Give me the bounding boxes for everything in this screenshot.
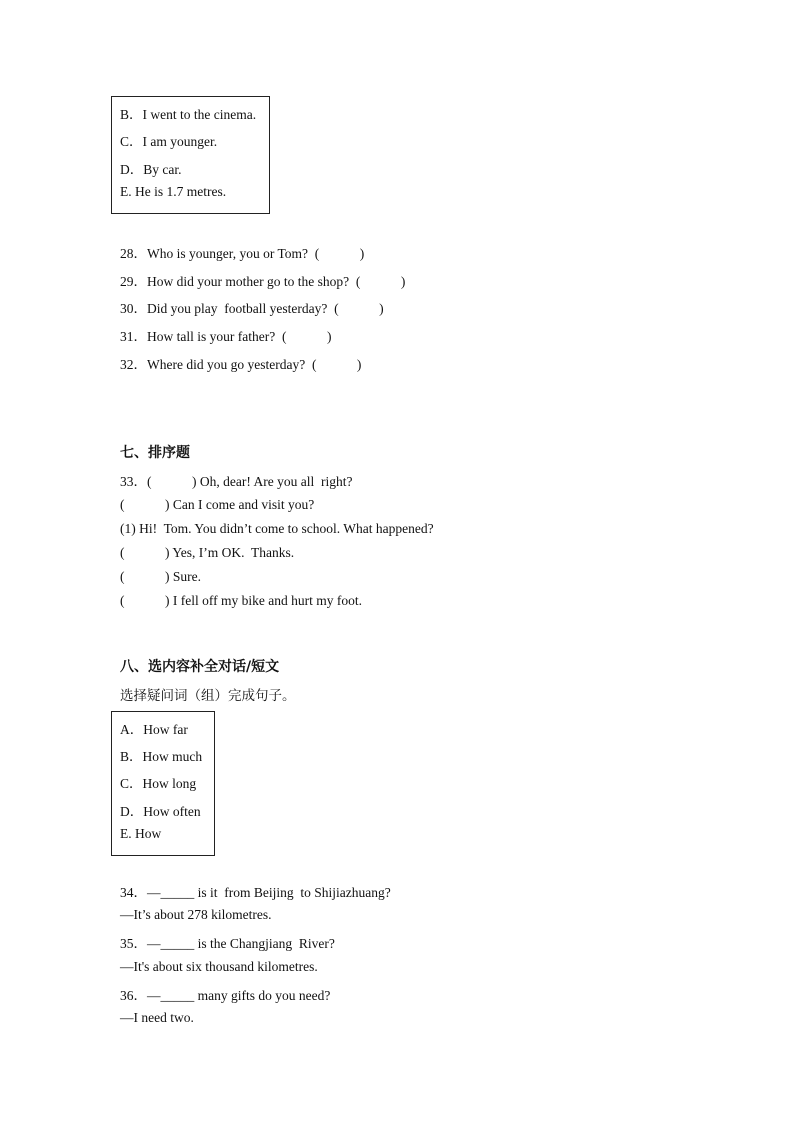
question-32: 32．Where did you go yesterday? ( ) [120, 357, 362, 372]
option-c: C．I am younger. [120, 134, 218, 149]
answer-options-box [111, 96, 270, 214]
option-e: E. How [120, 826, 162, 841]
option-a: A．How far [120, 722, 188, 737]
ordering-line-33: 33．( ) Oh, dear! Are you all right? [120, 474, 353, 489]
ordering-line: ( ) Can I come and visit you? [120, 497, 315, 512]
question-35: 35．—_____ is the Changjiang River? [120, 936, 335, 951]
question-30: 30．Did you play football yesterday? ( ) [120, 301, 384, 316]
option-d: D．By car. [120, 162, 182, 177]
option-d: D．How often [120, 804, 201, 819]
section-8-heading: 八、选内容补全对话/短文 [120, 659, 280, 675]
option-b: B．How much [120, 749, 203, 764]
question-34: 34．—_____ is it from Beijing to Shijiazhuang? [120, 885, 391, 900]
section-8-instruction: 选择疑问词（组）完成句子。 [120, 688, 296, 704]
question-36: 36．—_____ many gifts do you need? [120, 988, 331, 1003]
ordering-line: (1) Hi! Tom. You didn’t come to school. What happened? [120, 521, 434, 536]
section-7-heading: 七、排序题 [120, 445, 190, 461]
option-e: E. He is 1.7 metres. [120, 184, 227, 199]
ordering-line: ( ) Sure. [120, 569, 201, 584]
question-word-options-box [111, 711, 215, 856]
question-31: 31．How tall is your father? ( ) [120, 329, 332, 344]
ordering-line: ( ) I fell off my bike and hurt my foot. [120, 593, 362, 608]
answer-35: —It's about six thousand kilometres. [120, 959, 318, 974]
answer-36: —I need two. [120, 1010, 194, 1025]
question-28: 28．Who is younger, you or Tom? ( ) [120, 246, 365, 261]
question-29: 29．How did your mother go to the shop? ( ) [120, 274, 406, 289]
option-c: C．How long [120, 776, 197, 791]
ordering-line: ( ) Yes, I’m OK. Thanks. [120, 545, 295, 560]
answer-34: —It’s about 278 kilometres. [120, 907, 272, 922]
option-b: B．I went to the cinema. [120, 107, 257, 122]
